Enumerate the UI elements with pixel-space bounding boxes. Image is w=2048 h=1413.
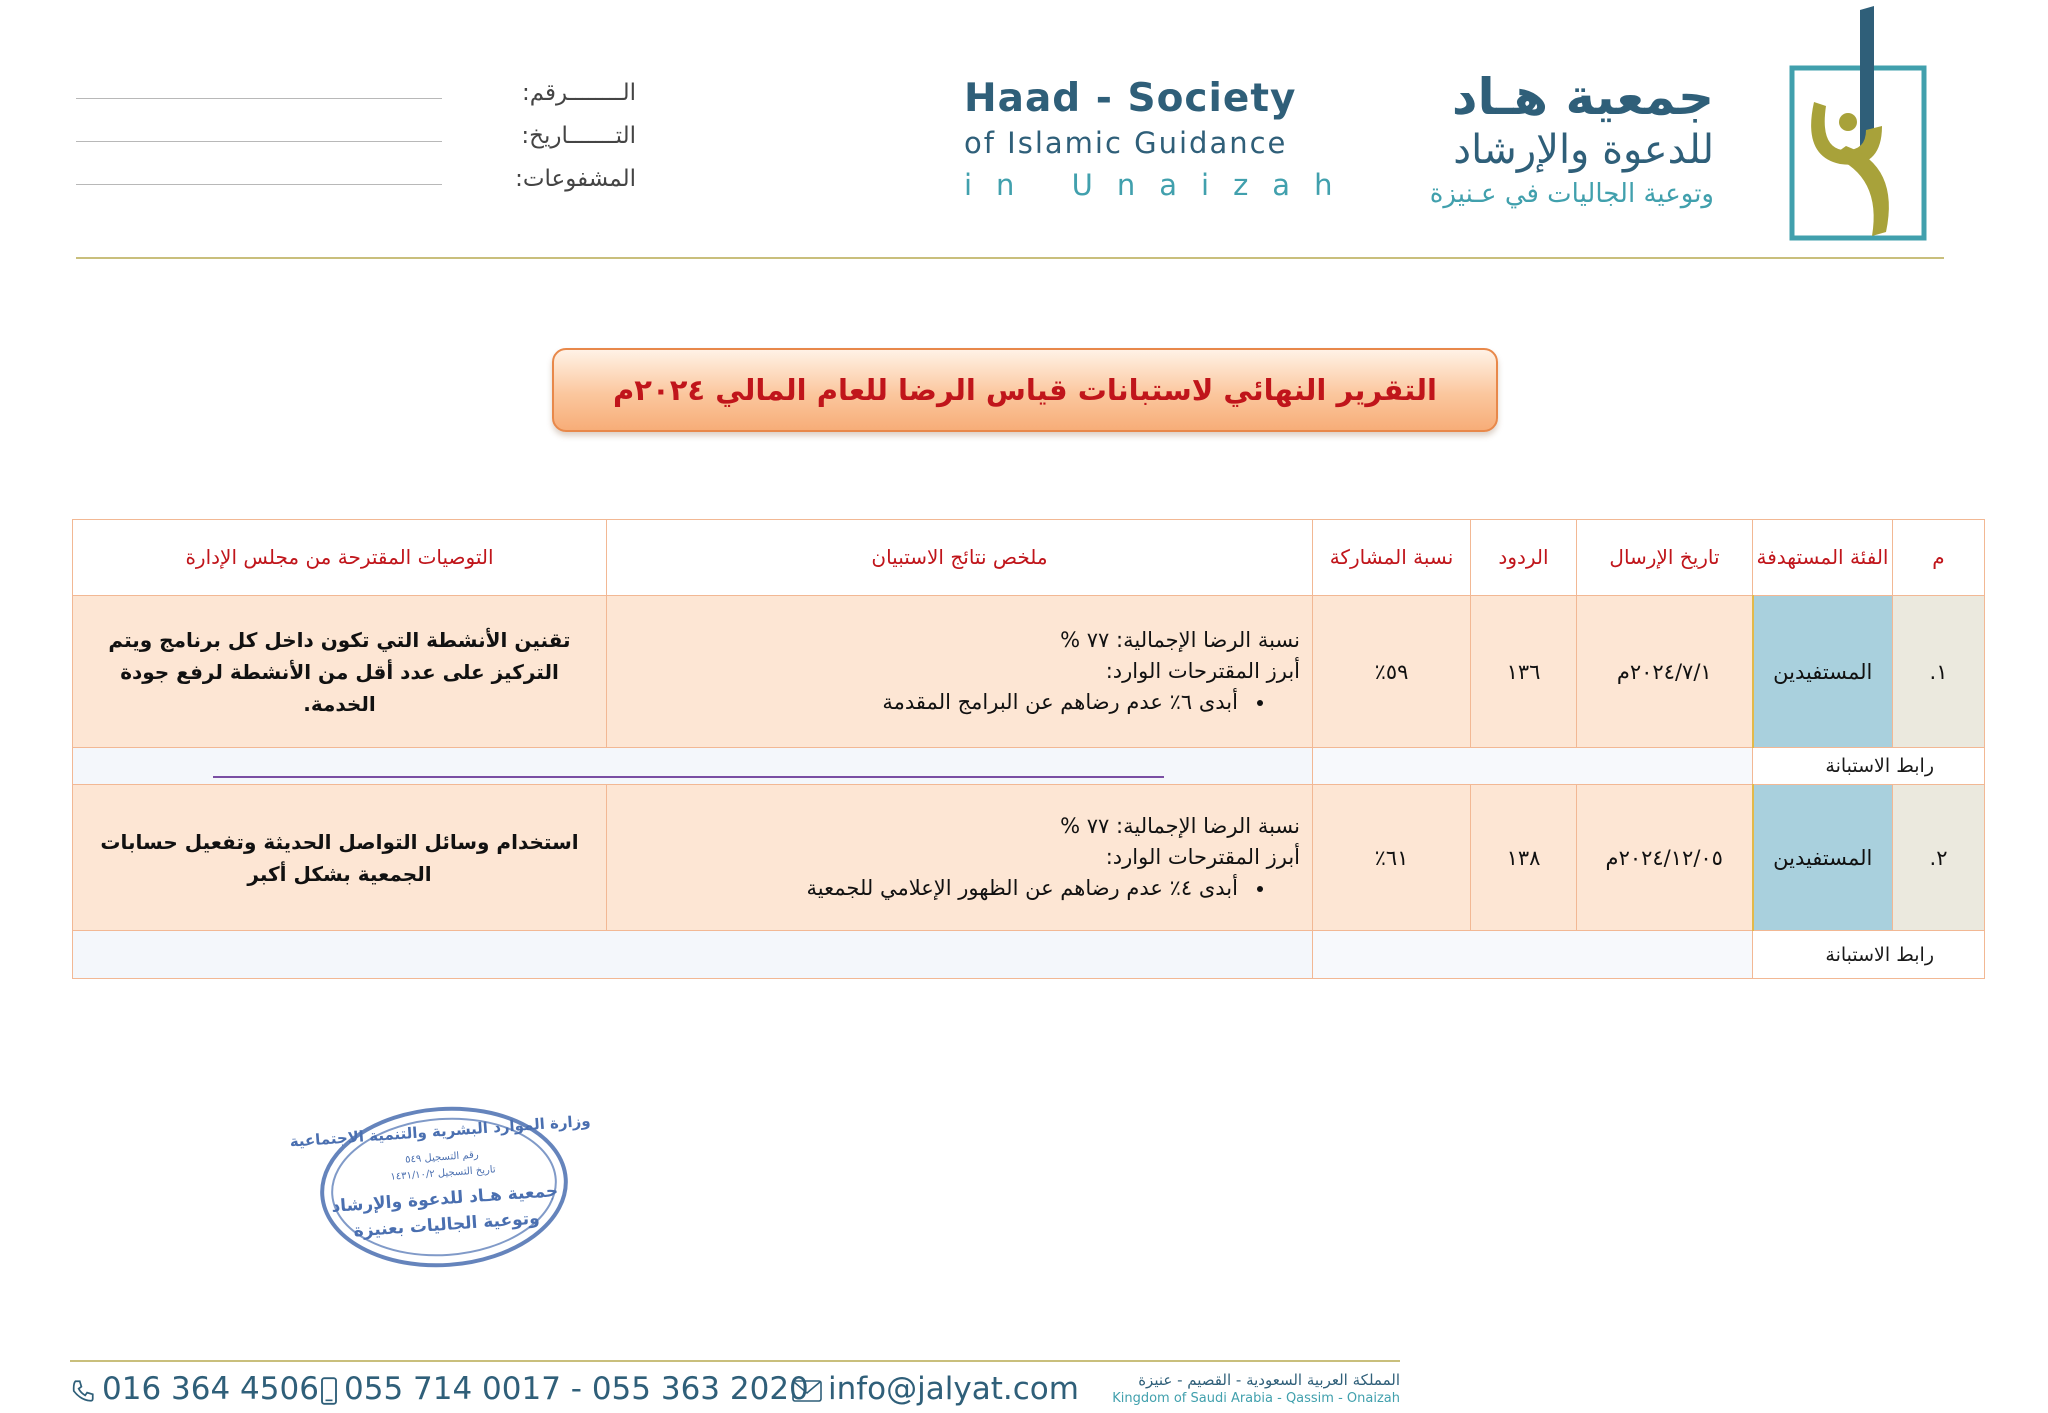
footer-mobiles — [320, 1368, 809, 1410]
summary-suggestion-item: • أبدى ٦٪ عدم رضاهم عن البرامج المقدمة — [607, 687, 1244, 718]
footer-mobile-numbers: 055 714 0017 - 055 363 2020 — [344, 1371, 809, 1407]
row-category: المستفيدين — [1753, 596, 1893, 748]
survey-link-label: رابط الاستبانة — [1753, 748, 1985, 785]
phone-icon — [70, 1378, 96, 1404]
row-responses: ١٣٨ — [1471, 785, 1577, 931]
org-name-en-line3: in Unaizah — [964, 168, 1357, 202]
col-header-date: تاريخ الإرسال — [1577, 520, 1753, 596]
row-recommendation: تقنين الأنشطة التي تكون داخل كل برنامج ويتم التركيز على عدد أقل من الأنشطة لرفع جودة الخدمة. — [73, 596, 607, 748]
meta-number-line — [76, 98, 442, 99]
summary-satisfaction: نسبة الرضا الإجمالية: ٧٧ % — [1060, 628, 1300, 652]
col-header-num: م — [1893, 520, 1985, 596]
row-participation: ٦١٪ — [1313, 785, 1471, 931]
col-header-recommendations: التوصيات المقترحة من مجلس الإدارة — [73, 520, 607, 596]
survey-results-table — [72, 519, 1985, 979]
col-header-category: الفئة المستهدفة — [1753, 520, 1893, 596]
col-header-participation: نسبة المشاركة — [1313, 520, 1471, 596]
meta-attachments-label: المشفوعات: — [515, 166, 636, 192]
meta-date-label: التـــــــاريخ: — [521, 123, 636, 149]
col-header-summary: ملخص نتائج الاستبيان — [607, 520, 1313, 596]
report-title-banner — [552, 348, 1498, 432]
survey-link[interactable] — [73, 748, 1313, 785]
stamp-reg-date: تاريخ التسجيل ١٤٣١/١٠/٢ — [390, 1164, 497, 1183]
org-name-arabic — [1430, 68, 1714, 214]
mail-icon — [792, 1380, 822, 1402]
summary-suggestions-heading: أبرز المقترحات الوارد: — [1105, 659, 1300, 683]
row-send-date: ٢٠٢٤/١٢/٠٥م — [1577, 785, 1753, 931]
summary-suggestions-list — [607, 687, 1300, 718]
col-header-responses: الردود — [1471, 520, 1577, 596]
survey-link-spacer — [1313, 748, 1753, 785]
row-summary — [607, 785, 1313, 931]
summary-satisfaction: نسبة الرضا الإجمالية: ٧٧ % — [1060, 814, 1300, 838]
meta-number-label: الــــــــرقم: — [521, 80, 636, 106]
survey-link-label: رابط الاستبانة — [1753, 931, 1985, 979]
meta-attachments-line — [76, 184, 442, 185]
stamp-ministry: وزارة الموارد البشرية والتنمية الاجتماعية — [289, 1111, 592, 1151]
row-summary — [607, 596, 1313, 748]
document-meta-fields — [76, 80, 636, 209]
footer-address — [1112, 1370, 1400, 1408]
org-name-english — [964, 76, 1356, 206]
org-name-ar-line2: للدعوة والإرشاد — [1453, 127, 1714, 173]
table-row — [73, 596, 1985, 748]
summary-suggestion-item: • أبدى ٤٪ عدم رضاهم عن الظهور الإعلامي للجمعية — [607, 873, 1244, 904]
meta-date-line — [76, 141, 442, 142]
report-title: التقرير النهائي لاستبانات قياس الرضا للعام المالي ٢٠٢٤م — [613, 373, 1437, 407]
meta-attachments-row — [76, 166, 636, 209]
survey-link-row — [73, 748, 1985, 785]
org-name-en-line2: of Islamic Guidance — [964, 126, 1288, 160]
stamp-org-subtitle: وتوعية الجاليات بعنيزة — [352, 1208, 541, 1242]
header-divider — [76, 257, 1944, 259]
footer-email — [792, 1368, 1079, 1410]
row-participation: ٥٩٪ — [1313, 596, 1471, 748]
footer-phone — [70, 1368, 319, 1410]
org-name-en-line1: Haad - Society — [964, 76, 1297, 121]
org-name-ar-line1: جمعية هـاد — [1451, 68, 1714, 126]
mobile-icon — [320, 1377, 338, 1405]
stamp-reg-number: رقم التسجيل ٥٤٩ — [404, 1149, 480, 1166]
row-category: المستفيدين — [1753, 785, 1893, 931]
footer-phone-number: 016 364 4506 — [102, 1371, 319, 1407]
survey-link[interactable] — [73, 931, 1313, 979]
meta-date-row — [76, 123, 636, 166]
table-header-row — [73, 520, 1985, 596]
footer-divider — [70, 1360, 1400, 1362]
org-name-ar-line3: وتوعية الجاليات في عـنيزة — [1429, 179, 1714, 209]
official-stamp — [289, 1092, 592, 1282]
footer-address-ar: المملكة العربية السعودية - القصيم - عنيزة — [1138, 1371, 1400, 1389]
stamp-org-name: جمعية هـاد للدعوة والإرشاد — [330, 1181, 559, 1217]
row-responses: ١٣٦ — [1471, 596, 1577, 748]
survey-link-underline — [213, 776, 1164, 778]
summary-suggestions-list — [607, 873, 1300, 904]
survey-link-spacer — [1313, 931, 1753, 979]
meta-number-row — [76, 80, 636, 123]
row-recommendation: استخدام وسائل التواصل الحديثة وتفعيل حسابات الجمعية بشكل أكبر — [73, 785, 607, 931]
row-number: ٢. — [1893, 785, 1985, 931]
row-number: ١. — [1893, 596, 1985, 748]
table-row — [73, 785, 1985, 931]
survey-link-row — [73, 931, 1985, 979]
summary-suggestions-heading: أبرز المقترحات الوارد: — [1105, 845, 1300, 869]
org-logo — [1762, 6, 1942, 246]
page-footer — [70, 1368, 1400, 1412]
footer-email-address: info@jalyat.com — [828, 1371, 1079, 1407]
row-send-date: ٢٠٢٤/٧/١م — [1577, 596, 1753, 748]
footer-address-en: Kingdom of Saudi Arabia - Qassim - Onaizah — [1112, 1391, 1400, 1406]
